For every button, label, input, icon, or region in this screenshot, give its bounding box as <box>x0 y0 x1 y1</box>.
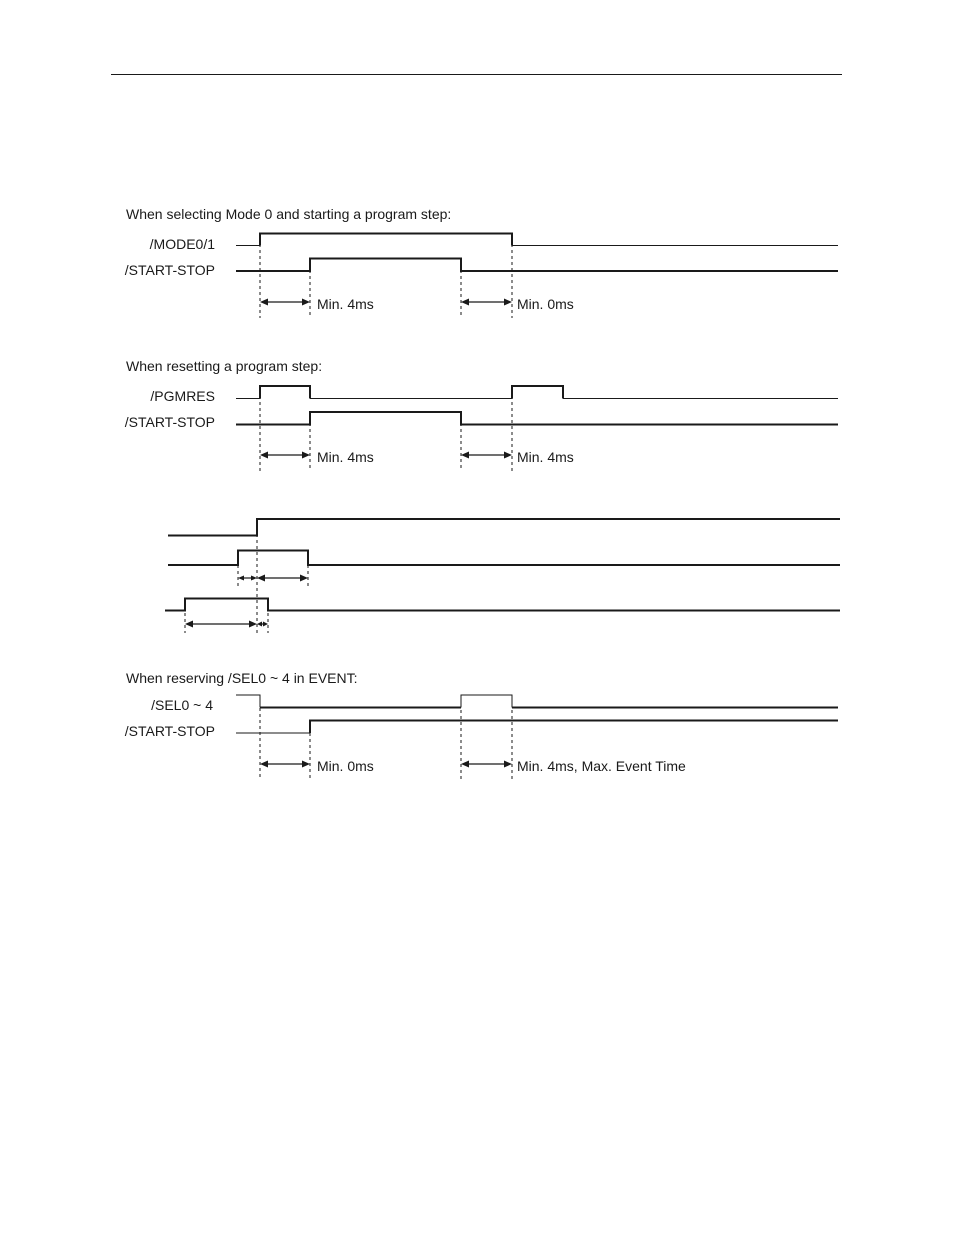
interval-arrow <box>260 761 310 768</box>
waveform-sel-gap <box>461 695 512 708</box>
waveform-pgmres-pulse <box>512 386 563 399</box>
signal-label-pgmres: /PGMRES <box>150 388 215 404</box>
interval-label: Min. 4ms <box>517 449 574 465</box>
timing-diagram-mode-select <box>125 206 838 318</box>
interval-arrow <box>461 299 512 306</box>
timing-diagram-program-reset <box>125 358 838 471</box>
interval-arrow <box>461 761 512 768</box>
interval-label: Min. 0ms <box>517 296 574 312</box>
signal-label-sel: /SEL0 ~ 4 <box>151 697 213 713</box>
interval-label: Min. 0ms <box>317 758 374 774</box>
signal-label-start-stop: /START-STOP <box>124 414 215 430</box>
signal-label-start-stop: /START-STOP <box>124 723 215 739</box>
interval-arrow <box>260 299 310 306</box>
diagram-title: When resetting a program step: <box>126 358 323 374</box>
waveform-start-stop <box>310 721 838 734</box>
waveform-sel-lead <box>236 695 260 708</box>
waveform-mode-high <box>260 234 512 246</box>
signal-label-mode: /MODE0/1 <box>149 236 215 252</box>
interval-arrow <box>257 622 268 627</box>
waveform-line-2 <box>168 551 840 566</box>
interval-label: Min. 4ms <box>317 296 374 312</box>
interval-arrow <box>238 576 257 581</box>
waveform-start-stop <box>236 259 838 272</box>
interval-arrow <box>260 452 310 459</box>
interval-arrow <box>461 452 512 459</box>
interval-arrow <box>257 575 308 582</box>
waveform-line-3 <box>165 599 840 611</box>
interval-label: Min. 4ms, Max. Event Time <box>517 758 686 774</box>
diagram-title: When selecting Mode 0 and starting a program step: <box>126 206 452 222</box>
waveform-line-1 <box>168 519 840 536</box>
timing-diagram-event-reserve <box>125 670 838 780</box>
signal-label-start-stop: /START-STOP <box>124 262 215 278</box>
interval-arrow <box>185 621 257 628</box>
waveform-pgmres-pulse <box>260 386 310 399</box>
waveform-start-stop <box>236 412 838 425</box>
interval-label: Min. 4ms <box>317 449 374 465</box>
diagram-title: When reserving /SEL0 ~ 4 in EVENT: <box>126 670 358 686</box>
timing-diagram-unlabeled <box>165 519 840 633</box>
